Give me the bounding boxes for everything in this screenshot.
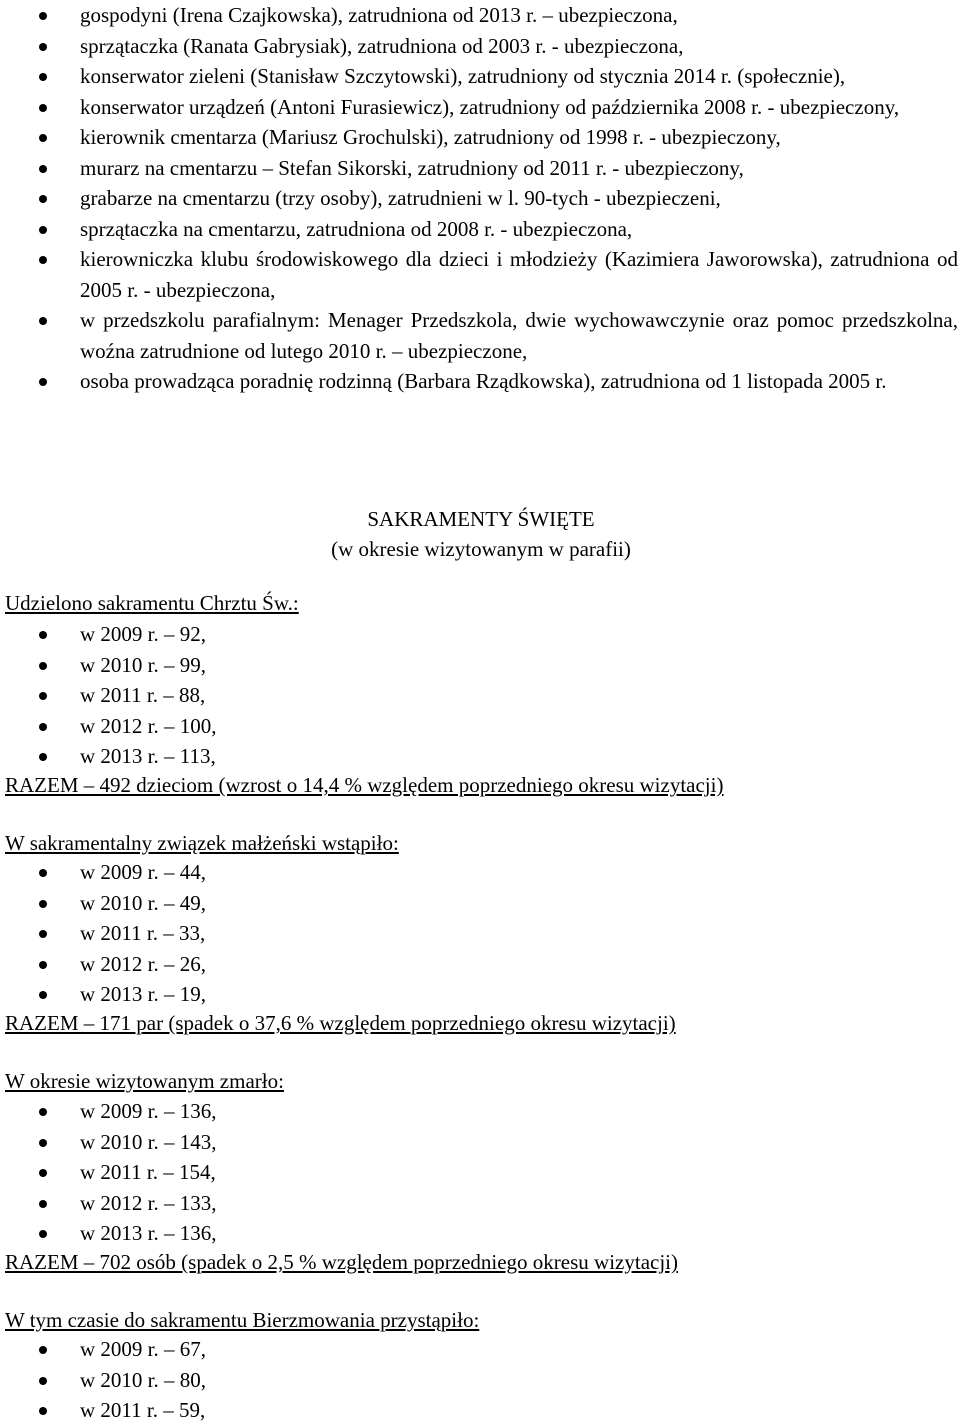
- confirmation-list: [0, 1334, 960, 1426]
- list-item: kierowniczka klubu środowiskowego dla dzieci i młodzieży (Kazimiera Jaworowska), zatrudniona od 2005 r. - ubezpieczona,: [0, 244, 960, 305]
- list-item: w 2012 r. – 26,: [0, 949, 960, 980]
- list-item: w 2012 r. – 100,: [0, 711, 960, 742]
- baptism-total: RAZEM – 492 dzieciom (wzrost o 14,4 % względem poprzedniego okresu wizytacji): [5, 773, 724, 797]
- list-item: kierownik cmentarza (Mariusz Grochulski), zatrudniony od 1998 r. - ubezpieczony,: [0, 122, 960, 153]
- baptism-list: [0, 619, 960, 772]
- list-item: w 2009 r. – 136,: [0, 1096, 960, 1127]
- deaths-title: W okresie wizytowanym zmarło:: [5, 1069, 284, 1093]
- marriage-total: RAZEM – 171 par (spadek o 37,6 % względem poprzedniego okresu wizytacji): [5, 1011, 676, 1035]
- list-item: w 2011 r. – 88,: [0, 680, 960, 711]
- staff-list: [0, 0, 960, 397]
- list-item: osoba prowadząca poradnię rodzinną (Barbara Rządkowska), zatrudniona od 1 listopada 2005 r.: [0, 366, 960, 397]
- marriage-list: [0, 857, 960, 1010]
- heading-subtitle: (w okresie wizytowanym w parafii): [331, 537, 631, 561]
- list-item: w 2010 r. – 99,: [0, 650, 960, 681]
- list-item: konserwator urządzeń (Antoni Furasiewicz), zatrudniony od października 2008 r. - ubezpieczony,: [0, 92, 960, 123]
- list-item: w 2010 r. – 143,: [0, 1127, 960, 1158]
- list-item: w 2013 r. – 136,: [0, 1218, 960, 1249]
- list-item: w 2009 r. – 67,: [0, 1334, 960, 1365]
- list-item: gospodyni (Irena Czajkowska), zatrudniona od 2013 r. – ubezpieczona,: [0, 0, 960, 31]
- list-item: w 2011 r. – 154,: [0, 1157, 960, 1188]
- baptism-title: Udzielono sakramentu Chrztu Św.:: [5, 591, 299, 615]
- list-item: w 2013 r. – 19,: [0, 979, 960, 1010]
- list-item: konserwator zieleni (Stanisław Szczytowski), zatrudniony od stycznia 2014 r. (społecznie),: [0, 61, 960, 92]
- list-item: w 2009 r. – 44,: [0, 857, 960, 888]
- list-item: w 2011 r. – 33,: [0, 918, 960, 949]
- list-item: w 2010 r. – 80,: [0, 1365, 960, 1396]
- list-item: sprzątaczka na cmentarzu, zatrudniona od 2008 r. - ubezpieczona,: [0, 214, 960, 245]
- marriage-title: W sakramentalny związek małżeński wstąpiło:: [5, 831, 399, 855]
- section-heading: [0, 504, 960, 564]
- list-item: w 2012 r. – 133,: [0, 1188, 960, 1219]
- confirmation-title: W tym czasie do sakramentu Bierzmowania przystąpiło:: [5, 1308, 480, 1332]
- deaths-list: [0, 1096, 960, 1249]
- heading-title: SAKRAMENTY ŚWIĘTE: [367, 507, 595, 531]
- list-item: w 2013 r. – 113,: [0, 741, 960, 772]
- list-item: w 2011 r. – 59,: [0, 1395, 960, 1426]
- list-item: sprzątaczka (Ranata Gabrysiak), zatrudniona od 2003 r. - ubezpieczona,: [0, 31, 960, 62]
- deaths-total: RAZEM – 702 osób (spadek o 2,5 % względem poprzedniego okresu wizytacji): [5, 1250, 679, 1274]
- list-item: w 2010 r. – 49,: [0, 888, 960, 919]
- list-item: w 2009 r. – 92,: [0, 619, 960, 650]
- list-item: w przedszkolu parafialnym: Menager Przedszkola, dwie wychowawczynie oraz pomoc przedszkolna, woźna zatrudnione od lutego 2010 r. – ubezpieczone,: [0, 305, 960, 366]
- list-item: murarz na cmentarzu – Stefan Sikorski, zatrudniony od 2011 r. - ubezpieczony,: [0, 153, 960, 184]
- list-item: grabarze na cmentarzu (trzy osoby), zatrudnieni w l. 90-tych - ubezpieczeni,: [0, 183, 960, 214]
